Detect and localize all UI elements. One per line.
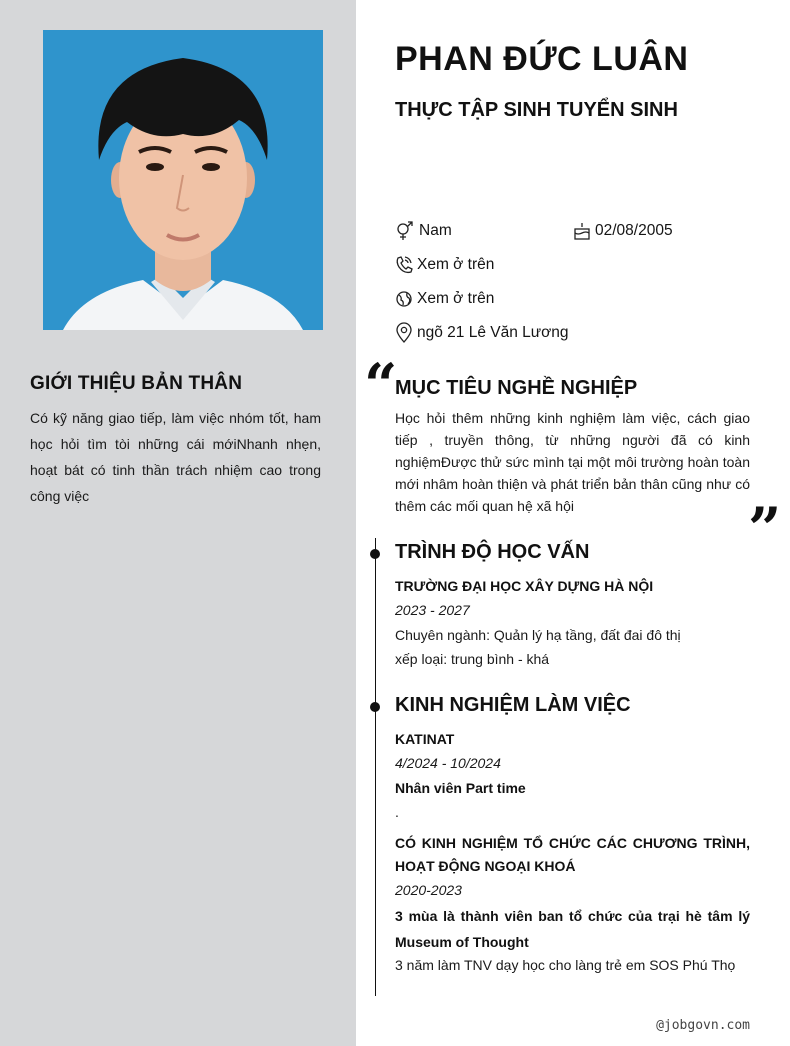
education-title: TRÌNH ĐỘ HỌC VẤN: [395, 541, 590, 563]
intro-title: GIỚI THIỆU BẢN THÂN: [30, 373, 243, 394]
experience-role: Nhân viên Part time: [395, 780, 526, 796]
address-row: [395, 322, 569, 344]
experience-period: 2020-2023: [395, 882, 462, 898]
map-pin-icon: [395, 322, 413, 344]
gender-icon: [395, 221, 415, 241]
experience-company: KATINAT: [395, 731, 455, 747]
candidate-name: PHAN ĐỨC LUÂN: [395, 40, 689, 78]
birthdate-row: [573, 221, 673, 241]
education-school: TRƯỜNG ĐẠI HỌC XÂY DỰNG HÀ NỘI: [395, 578, 654, 594]
gender-value: Nam: [419, 222, 452, 239]
objective-title: MỤC TIÊU NGHỀ NGHIỆP: [395, 377, 638, 399]
profile-photo: [43, 30, 323, 330]
experience-period: 4/2024 - 10/2024: [395, 755, 501, 771]
timeline-dot: [370, 549, 380, 559]
experience-title: KINH NGHIỆM LÀM VIỆC: [395, 694, 631, 716]
education-major: Chuyên ngành: Quản lý hạ tầng, đất đai đô thị: [395, 627, 681, 643]
gender-row: [395, 221, 452, 241]
birthdate-value: 02/08/2005: [595, 222, 673, 239]
address-value: ngõ 21 Lê Văn Lương: [417, 324, 569, 341]
timeline-line: [375, 538, 376, 996]
website-value: Xem ở trên: [417, 290, 495, 307]
quote-close-icon: ”: [748, 495, 782, 563]
experience-detail: 3 năm làm TNV dạy học cho làng trẻ em SOS Phú Thọ: [395, 957, 736, 973]
birthday-cake-icon: [573, 221, 591, 241]
quote-open-icon: “: [364, 351, 398, 419]
watermark: @jobgovn.com: [656, 1018, 750, 1033]
experience-role: 3 mùa là thành viên ban tổ chức của trại hè tâm lý Museum of Thought: [395, 908, 750, 950]
globe-icon: [395, 289, 413, 309]
website-row: [395, 289, 494, 309]
timeline-dot: [370, 702, 380, 712]
objective-text: Học hỏi thêm những kinh nghiệm làm việc, cách giao tiếp , truyền thông, từ những người đã có kinh nghiệmĐược thử sức mình tại một môi trường hoàn toàn mới nhâm hoàn thiện và phát triển bản thân cũng như có thêm các mối quan hệ xã hội: [395, 410, 750, 514]
phone-value: Xem ở trên: [417, 256, 495, 273]
experience-company: CÓ KINH NGHIỆM TỔ CHỨC CÁC CHƯƠNG TRÌNH, HOẠT ĐỘNG NGOẠI KHOÁ: [395, 835, 750, 874]
intro-text: Có kỹ năng giao tiếp, làm việc nhóm tốt, ham học hỏi tìm tòi những cái mớiNhanh nhẹn, hoạt bát có tinh thần trách nhiệm cao trong công việc: [30, 410, 321, 504]
education-period: 2023 - 2027: [395, 602, 470, 618]
education-grade: xếp loại: trung bình - khá: [395, 651, 550, 667]
phone-icon: [395, 255, 413, 275]
job-title: THỰC TẬP SINH TUYỂN SINH: [395, 99, 678, 121]
sidebar: [0, 0, 356, 1046]
phone-row: [395, 255, 494, 275]
experience-detail: .: [395, 804, 399, 820]
